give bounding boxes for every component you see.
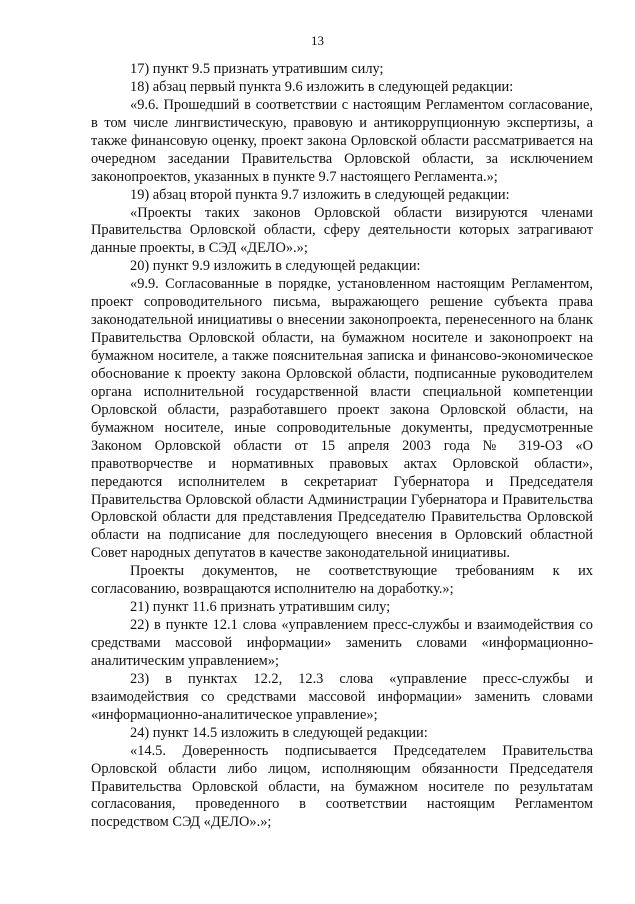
paragraph-24: 24) пункт 14.5 изложить в следующей редакции: (130, 724, 428, 741)
paragraph-9-9: «9.9. Согласованные в порядке, установленном настоящим Регламентом, проект сопроводительного письма, выражающего решение субъекта права законодательной инициативы о внесении законопроекта, перенесенного на бланк Правительства Орловской области, на бумажном носителе и законопроект на бумажном носителе, а также пояснительная записка и финансово-экономическое обоснование к проекту закона Орловской области, подписанные руководителем органа исполнительной государственной власти специальной компетенции Орловской области, разработавшего проект закона Орловской области, на бумажном носителе, иные сопроводительные документы, предусмотренные Законом Орловской области от 15 апреля 2003 года № 319-ОЗ «О правотворчестве и нормативных правовых актах Орловской области», передаются исполнителем в секретариат Губернатора и Председателя Правительства Орловской области Администрации Губернатора и Правительства Орловской области для представления Председателю Правительства Орловской области на подписание для последующего внесения в Орловский областной Совет народных депутатов в качестве законодательной инициативы. (91, 276, 593, 562)
paragraph-projects-docs: Проекты документов, не соответствующие требованиям к их согласованию, возвращаются исполнителю на доработку.»; (91, 563, 593, 598)
paragraph-17: 17) пункт 9.5 признать утратившим силу; (130, 61, 384, 77)
paragraph-20: 20) пункт 9.9 изложить в следующей редакции: (130, 258, 421, 275)
paragraph-14-5: «14.5. Доверенность подписывается Председателем Правительства Орловской области либо лицом, исполняющим обязанности Председателя Правительства Орловской области, на бумажном носителе по результатам согласования, проведенного в соответствии настоящим Регламентом посредством СЭД «ДЕЛО».»; (91, 742, 593, 831)
paragraph-23: 23) в пунктах 12.2, 12.3 слова «управление пресс-службы и взаимодействия со средствами массовой информации» заменить словами «информационно-аналитическое управление»; (91, 670, 593, 723)
document-body (91, 61, 593, 832)
paragraph-21: 21) пункт 11.6 признать утратившим силу; (130, 599, 391, 616)
page-number: 13 (311, 33, 324, 48)
paragraph-projects: «Проекты таких законов Орловской области визируются членами Правительства Орловской области, сферу деятельности которых затрагивают данные проекты, в СЭД «ДЕЛО».»; (91, 204, 593, 257)
paragraph-18: 18) абзац первый пункта 9.6 изложить в следующей редакции: (130, 78, 514, 95)
paragraph-19: 19) абзац второй пункта 9.7 изложить в следующей редакции: (130, 186, 510, 203)
paragraph-22: 22) в пункте 12.1 слова «управлением пресс-службы и взаимодействия со средствами массовой информации» заменить словами «информационно-аналитическим управлением»; (91, 617, 593, 669)
paragraph-9-6: «9.6. Прошедший в соответствии с настоящим Регламентом согласование, в том числе лингвистическую, правовую и антикоррупционную экспертизы, а также финансовую оценку, проект закона Орловской области рассматривается на очередном заседании Правительства Орловской области, за исключением законопроектов, указанных в пункте 9.7 настоящего Регламента.»; (91, 96, 593, 185)
